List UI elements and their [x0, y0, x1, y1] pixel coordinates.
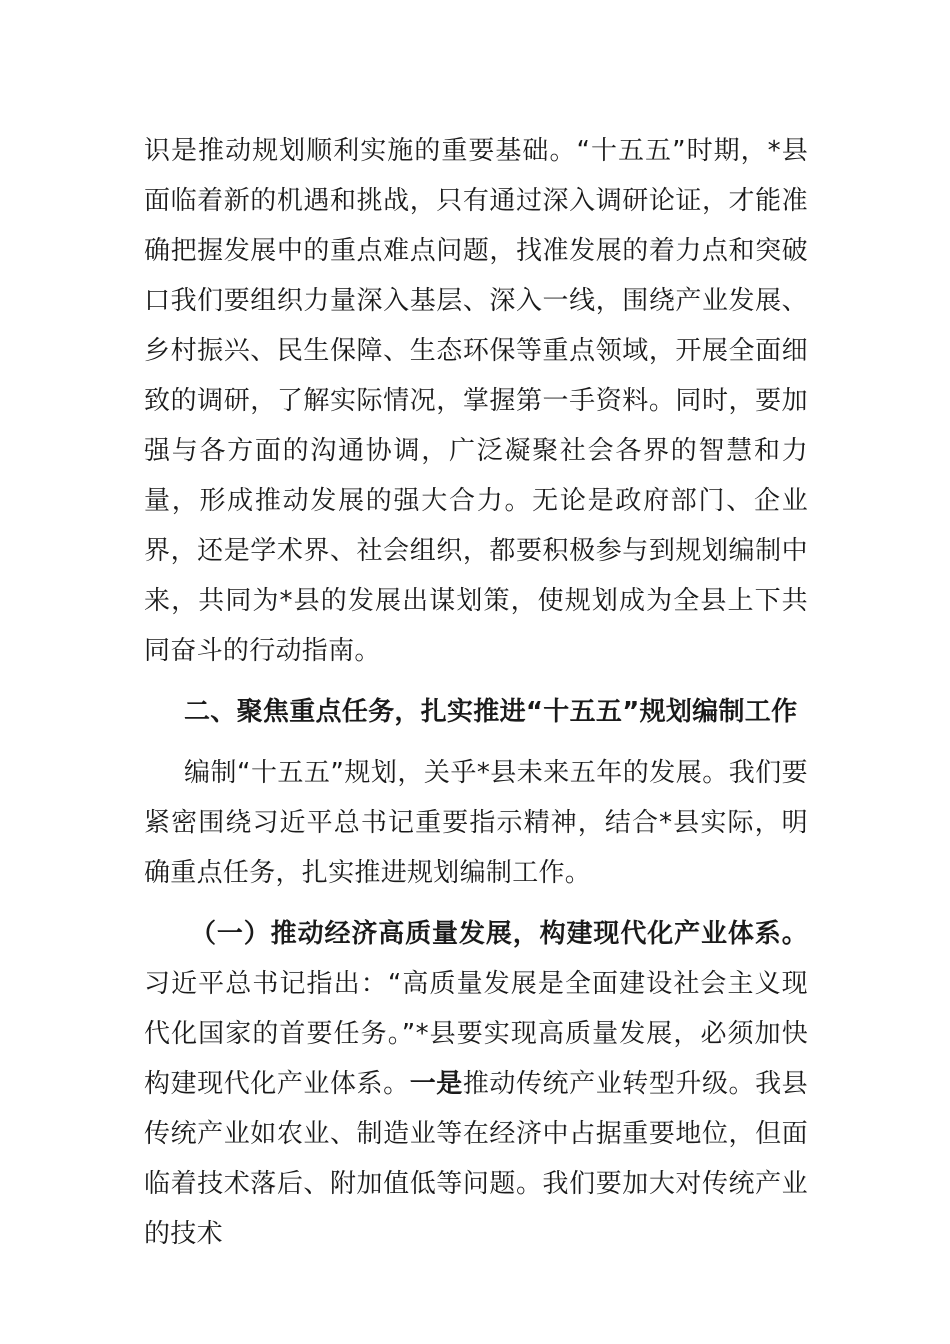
subsection-heading-1: （一）推动经济高质量发展，构建现代化产业体系。: [190, 919, 808, 949]
body-paragraph-3: [144, 909, 808, 1259]
body-paragraph-2: 编制“十五五”规划，关乎*县未来五年的发展。我们要紧密围绕习近平总书记重要指示精神，结合*县实际，明确重点任务，扎实推进规划编制工作。: [144, 758, 808, 888]
paragraph-3-text-a: 习近平总书记指出：“高质量发展是全面建设社会主义现代化国家的首要任务。”*县要实现高质量发展，必须加快构建现代化产业体系。: [144, 969, 808, 1099]
body-paragraph-1: 识是推动规划顺利实施的重要基础。“十五五”时期，*县面临着新的机遇和挑战，只有通过深入调研论证，才能准确把握发展中的重点难点问题，找准发展的着力点和突破口我们要组织力量深入基层、深入一线，围绕产业发展、乡村振兴、民生保障、生态环保等重点领域，开展全面细致的调研，了解实际情况，掌握第一手资料。同时，要加强与各方面的沟通协调，广泛凝聚社会各界的智慧和力量，形成推动发展的强大合力。无论是政府部门、企业界，还是学术界、社会组织，都要积极参与到规划编制中来，共同为*县的发展出谋划策，使规划成为全县上下共同奋斗的行动指南。: [144, 136, 808, 666]
point-one-label: 一是: [409, 1069, 463, 1099]
document-body: [144, 126, 808, 1259]
section-heading-2: 二、聚焦重点任务，扎实推进“十五五”规划编制工作: [184, 697, 798, 727]
paragraph-3-text-b: 推动传统产业转型升级。我县传统产业如农业、制造业等在经济中占据重要地位，但面临着技术落后、附加值低等问题。我们要加大对传统产业的技术: [144, 1069, 808, 1249]
